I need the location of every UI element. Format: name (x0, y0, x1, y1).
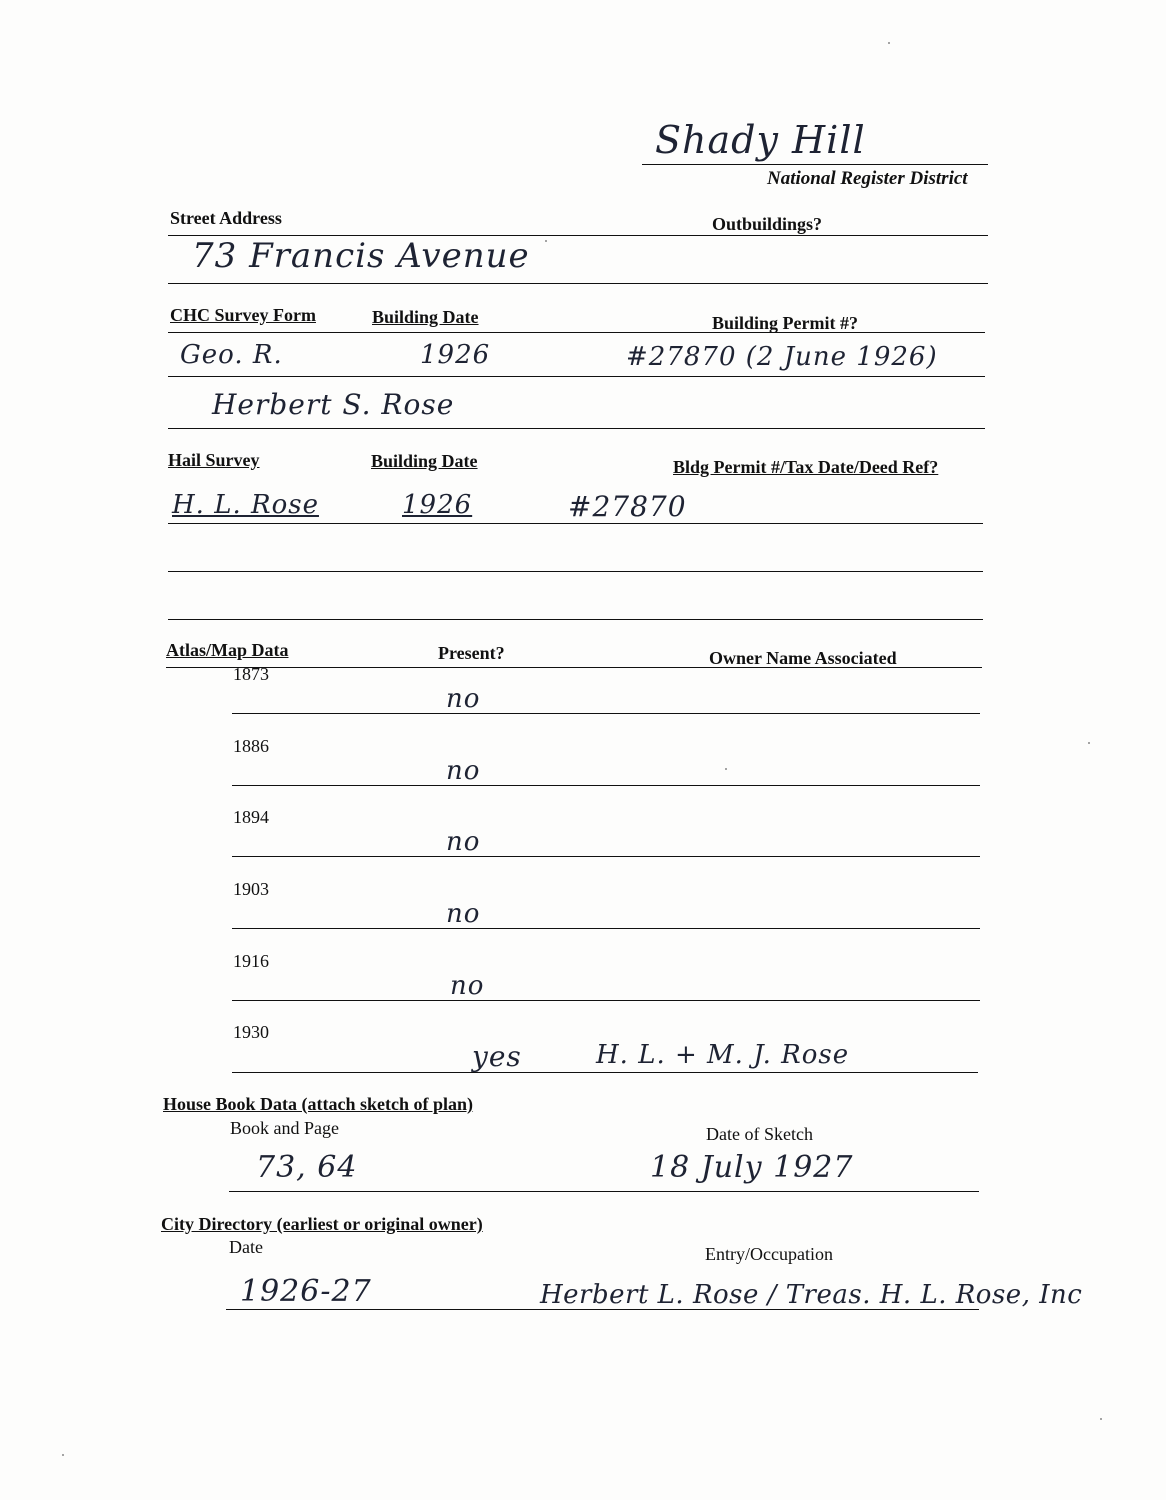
atlas-row-rule (232, 856, 980, 857)
scan-speck (888, 42, 890, 44)
atlas-year: 1903 (233, 879, 269, 899)
hail-survey-value: H. L. Rose (172, 490, 319, 520)
atlas-year: 1886 (233, 736, 269, 756)
atlas-year: 1916 (233, 951, 269, 971)
atlas-owner-label: Owner Name Associated (709, 648, 897, 668)
atlas-row-rule (232, 1072, 978, 1073)
directory-date-value: 1926-27 (240, 1274, 372, 1309)
book-page-value: 73, 64 (256, 1150, 358, 1185)
directory-entry-value: Herbert L. Rose / Treas. H. L. Rose, Inc (540, 1280, 1083, 1310)
district-rule (642, 164, 988, 165)
atlas-year: 1894 (233, 807, 269, 827)
atlas-year: 1873 (233, 664, 269, 684)
scan-speck (1100, 1418, 1102, 1420)
atlas-row-rule (232, 713, 980, 714)
atlas-present-value: no (446, 827, 481, 857)
chc-permit-label: Building Permit #? (712, 313, 859, 333)
atlas-present-label: Present? (438, 643, 505, 663)
directory-date-label: Date (229, 1237, 263, 1257)
chc-date-value: 1926 (420, 340, 491, 370)
book-page-label: Book and Page (230, 1118, 339, 1138)
street-address-label: Street Address (170, 208, 282, 228)
atlas-present-value: no (446, 899, 481, 929)
chc-header-rule (168, 332, 985, 333)
scan-speck (545, 240, 547, 242)
chc-form-value: Geo. R. (180, 340, 283, 370)
hail-permit-value: #27870 (568, 490, 687, 523)
atlas-owner-value: H. L. + M. J. Rose (596, 1040, 850, 1070)
atlas-row-rule (232, 928, 980, 929)
chc-date-label: Building Date (372, 307, 479, 327)
chc-owner-rule (168, 428, 985, 429)
hail-date-value: 1926 (402, 490, 473, 520)
house-book-label: House Book Data (attach sketch of plan) (163, 1094, 474, 1114)
scan-speck (62, 1454, 64, 1456)
scan-speck (725, 768, 727, 770)
sketch-date-label: Date of Sketch (706, 1124, 813, 1144)
atlas-present-value: no (446, 684, 481, 714)
district-label: National Register District (767, 168, 968, 189)
street-value-rule (168, 283, 988, 284)
city-directory-label: City Directory (earliest or original owner) (161, 1214, 483, 1234)
chc-form-label: CHC Survey Form (170, 305, 316, 325)
atlas-row-rule (232, 1000, 980, 1001)
hail-rule-1 (168, 523, 983, 524)
atlas-present-value: yes (472, 1040, 522, 1073)
atlas-row-rule (232, 785, 980, 786)
hail-rule-2 (168, 571, 983, 572)
chc-owner-value: Herbert S. Rose (212, 388, 455, 421)
street-address-value: 73 Francis Avenue (192, 236, 530, 276)
directory-entry-label: Entry/Occupation (705, 1244, 833, 1264)
atlas-label: Atlas/Map Data (166, 640, 289, 660)
chc-value-rule (168, 376, 985, 377)
sketch-date-value: 18 July 1927 (650, 1150, 854, 1185)
directory-rule (226, 1309, 979, 1310)
atlas-present-value: no (450, 971, 485, 1001)
outbuildings-label: Outbuildings? (712, 214, 823, 234)
house-book-rule (229, 1191, 979, 1192)
district-name-handwritten: Shady Hill (655, 118, 866, 162)
hail-rule-3 (168, 619, 983, 620)
atlas-header-rule (166, 667, 982, 668)
hail-survey-label: Hail Survey (168, 450, 260, 470)
hail-date-label: Building Date (371, 451, 478, 471)
hail-permit-label: Bldg Permit #/Tax Date/Deed Ref? (673, 457, 939, 477)
atlas-present-value: no (446, 756, 481, 786)
scan-speck (1088, 742, 1090, 744)
atlas-year: 1930 (233, 1022, 269, 1042)
chc-permit-value: #27870 (2 June 1926) (626, 342, 938, 372)
